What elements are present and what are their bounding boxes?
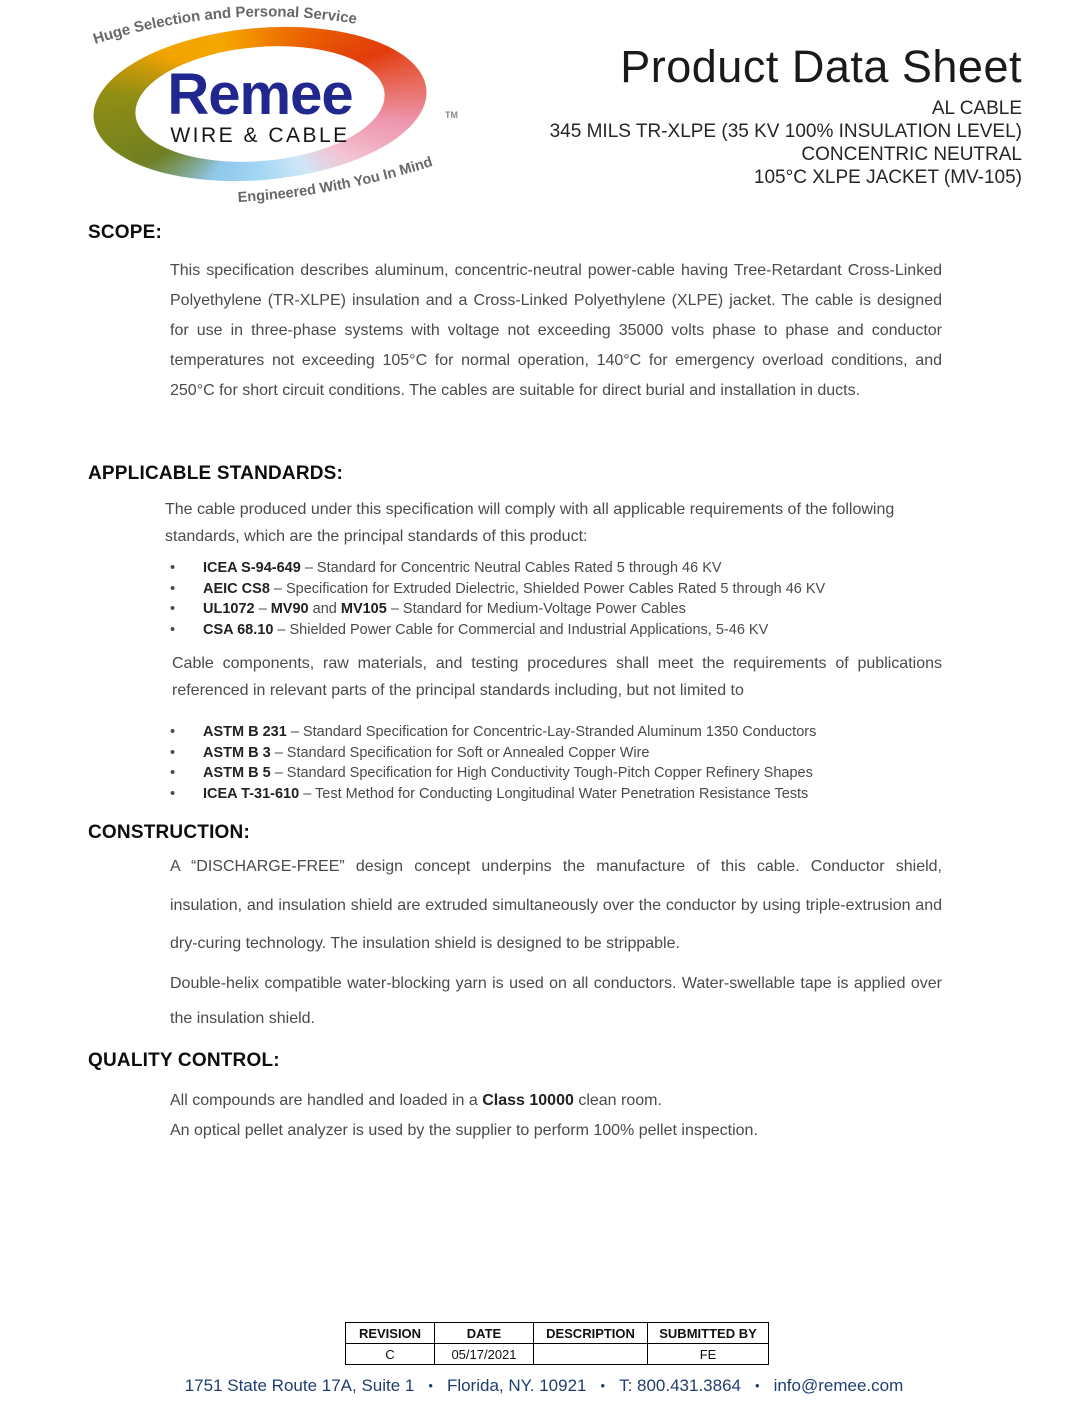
standard-bullet-item bbox=[170, 784, 816, 805]
svg-text:Engineered With You In Mind bbox=[237, 154, 434, 206]
standard-name: ICEA T-31-610 bbox=[203, 785, 300, 802]
footer-street: 1751 State Route 17A, Suite 1 bbox=[184, 1376, 415, 1395]
standards-middle-paragraph: Cable components, raw materials, and testing procedures shall meet the requirements of publications referenced in relevant parts of the principal standards including, but not limited to bbox=[172, 655, 942, 699]
logo-tagline-top: Huge Selection and Personal Service bbox=[91, 6, 359, 48]
standard-name: ASTM B 3 bbox=[203, 744, 271, 761]
footer-email: info@remee.com bbox=[773, 1376, 904, 1395]
standard-name: ICEA S-94-649 bbox=[203, 560, 301, 576]
standard-name: AEIC CS8 bbox=[203, 580, 270, 597]
standard-name: MV105 bbox=[340, 601, 387, 617]
subtitle-line-3: CONCENTRIC NEUTRAL bbox=[801, 144, 1022, 165]
subtitle-line-1: AL CABLE bbox=[931, 98, 1022, 119]
revision-value: C bbox=[346, 1344, 435, 1365]
standard-bullet-item bbox=[170, 558, 825, 579]
bullet-icon: • bbox=[170, 765, 176, 781]
standard-description: – Standard Specification for Soft or Annealed Copper Wire bbox=[270, 744, 650, 761]
quality-line-1-pre: All compounds are handled and loaded in a bbox=[170, 1092, 483, 1109]
standard-bullet-item bbox=[170, 579, 825, 600]
logo-tagline-bottom: Engineered With You In Mind bbox=[237, 154, 435, 207]
standard-name: CSA 68.10 bbox=[203, 621, 274, 638]
logo-subbrand-text: WIRE & CABLE bbox=[170, 124, 350, 147]
product-subtitle bbox=[550, 97, 1022, 189]
standard-description: – Standard for Medium-Voltage Power Cables bbox=[386, 601, 686, 617]
revision-table bbox=[345, 1322, 769, 1365]
standard-description: – Shielded Power Cable for Commercial and Industrial Applications, 5-46 KV bbox=[273, 621, 769, 638]
remee-logo bbox=[85, 6, 485, 216]
bullet-icon: • bbox=[170, 621, 176, 638]
quality-line-1-post: clean room. bbox=[573, 1092, 662, 1109]
subtitle-line-4: 105°C XLPE JACKET (MV-105) bbox=[753, 167, 1022, 188]
scope-paragraph: This specification describes aluminum, concentric-neutral power-cable having Tree-Retardant Cross-Linked Polyethylene (TR-XLPE) insulation and a Cross-Linked Polyethylene (XLPE) jacket. The cable is designed for use in three-phase systems with voltage not exceeding 35000 volts phase to phase and conductor temperatures not exceeding 105°C for normal operation, 140°C for emergency overload conditions, and 250°C for short circuit conditions. The cables are suitable for direct burial and installation in ducts. bbox=[170, 262, 942, 399]
quality-heading: QUALITY CONTROL: bbox=[88, 1050, 280, 1071]
footer-separator-icon: • bbox=[600, 1378, 606, 1393]
standards-intro: The cable produced under this specification will comply with all applicable requirements of the following standards, which are the principal standards of this product: bbox=[165, 501, 895, 545]
construction-heading: CONSTRUCTION: bbox=[88, 822, 250, 843]
bullet-icon: • bbox=[170, 724, 176, 740]
submitted-by-header: SUBMITTED BY bbox=[648, 1323, 769, 1344]
standard-description: – Standard for Concentric Neutral Cables Rated 5 through 46 KV bbox=[300, 560, 722, 576]
submitted-by-value: FE bbox=[648, 1344, 769, 1365]
footer-phone: T: 800.431.3864 bbox=[619, 1376, 742, 1395]
date-header: DATE bbox=[435, 1323, 534, 1344]
standards-list-1 bbox=[170, 558, 825, 640]
construction-paragraph-2: Double-helix compatible water-blocking yarn is used on all conductors. Water-swellable tape is applied over the insulation shield. bbox=[170, 975, 942, 1027]
date-value: 05/17/2021 bbox=[435, 1344, 534, 1365]
standard-bullet-item bbox=[170, 620, 825, 641]
standard-name: ASTM B 231 bbox=[203, 724, 287, 740]
standard-bullet-item bbox=[170, 743, 816, 764]
page-title: Product Data Sheet bbox=[620, 41, 1022, 92]
standard-description: – bbox=[254, 601, 271, 617]
bullet-icon: • bbox=[170, 601, 176, 617]
footer-address bbox=[0, 1376, 1088, 1396]
standard-description: – Standard Specification for High Conductivity Tough-Pitch Copper Refinery Shapes bbox=[270, 765, 813, 781]
scope-heading: SCOPE: bbox=[88, 222, 163, 243]
construction-paragraph-1: A “DISCHARGE-FREE” design concept underpins the manufacture of this cable. Conductor shield, insulation, and insulation shield are extruded simultaneously over the conductor by using triple-extrusion and dry-curing technology. The insulation shield is designed to be strippable. bbox=[170, 858, 942, 952]
bullet-icon: • bbox=[170, 785, 176, 802]
description-header: DESCRIPTION bbox=[534, 1323, 648, 1344]
standard-name: ASTM B 5 bbox=[203, 765, 271, 781]
bullet-icon: • bbox=[170, 744, 176, 761]
logo-brand-text: Remee bbox=[167, 62, 353, 127]
quality-line-1 bbox=[170, 1092, 942, 1110]
logo-arc-text-svg bbox=[85, 6, 485, 216]
description-value bbox=[534, 1344, 648, 1365]
standards-list-2 bbox=[170, 722, 816, 804]
footer-separator-icon: • bbox=[428, 1378, 433, 1393]
standard-name: UL1072 bbox=[203, 601, 255, 617]
standard-name: MV90 bbox=[270, 601, 309, 617]
footer-city: Florida, NY. 10921 bbox=[446, 1376, 587, 1395]
revision-table-header-row bbox=[346, 1323, 769, 1344]
svg-text:Huge Selection and Personal Se bbox=[91, 6, 358, 48]
standard-description: – Test Method for Conducting Longitudinal Water Penetration Resistance Tests bbox=[299, 785, 809, 802]
standard-bullet-item bbox=[170, 599, 825, 620]
standard-bullet-item bbox=[170, 722, 816, 743]
bullet-icon: • bbox=[170, 560, 176, 576]
footer-separator-icon: • bbox=[755, 1378, 760, 1393]
standard-description: – Standard Specification for Concentric-Lay-Stranded Aluminum 1350 Conductors bbox=[286, 724, 817, 740]
subtitle-line-2: 345 MILS TR-XLPE (35 KV 100% INSULATION LEVEL) bbox=[549, 121, 1022, 142]
standard-bullet-item bbox=[170, 763, 816, 784]
revision-table-data-row bbox=[346, 1344, 769, 1365]
quality-line-1-bold: Class 10000 bbox=[482, 1092, 574, 1109]
header-title-block bbox=[550, 42, 1022, 189]
bullet-icon: • bbox=[170, 580, 176, 597]
trademark-symbol: TM bbox=[445, 110, 458, 120]
revision-header: REVISION bbox=[346, 1323, 435, 1344]
quality-line-2: An optical pellet analyzer is used by the supplier to perform 100% pellet inspection. bbox=[170, 1122, 758, 1139]
standard-description: and bbox=[308, 601, 341, 617]
standard-description: – Specification for Extruded Dielectric, Shielded Power Cables Rated 5 through 46 KV bbox=[269, 580, 826, 597]
standards-heading: APPLICABLE STANDARDS: bbox=[88, 463, 344, 484]
